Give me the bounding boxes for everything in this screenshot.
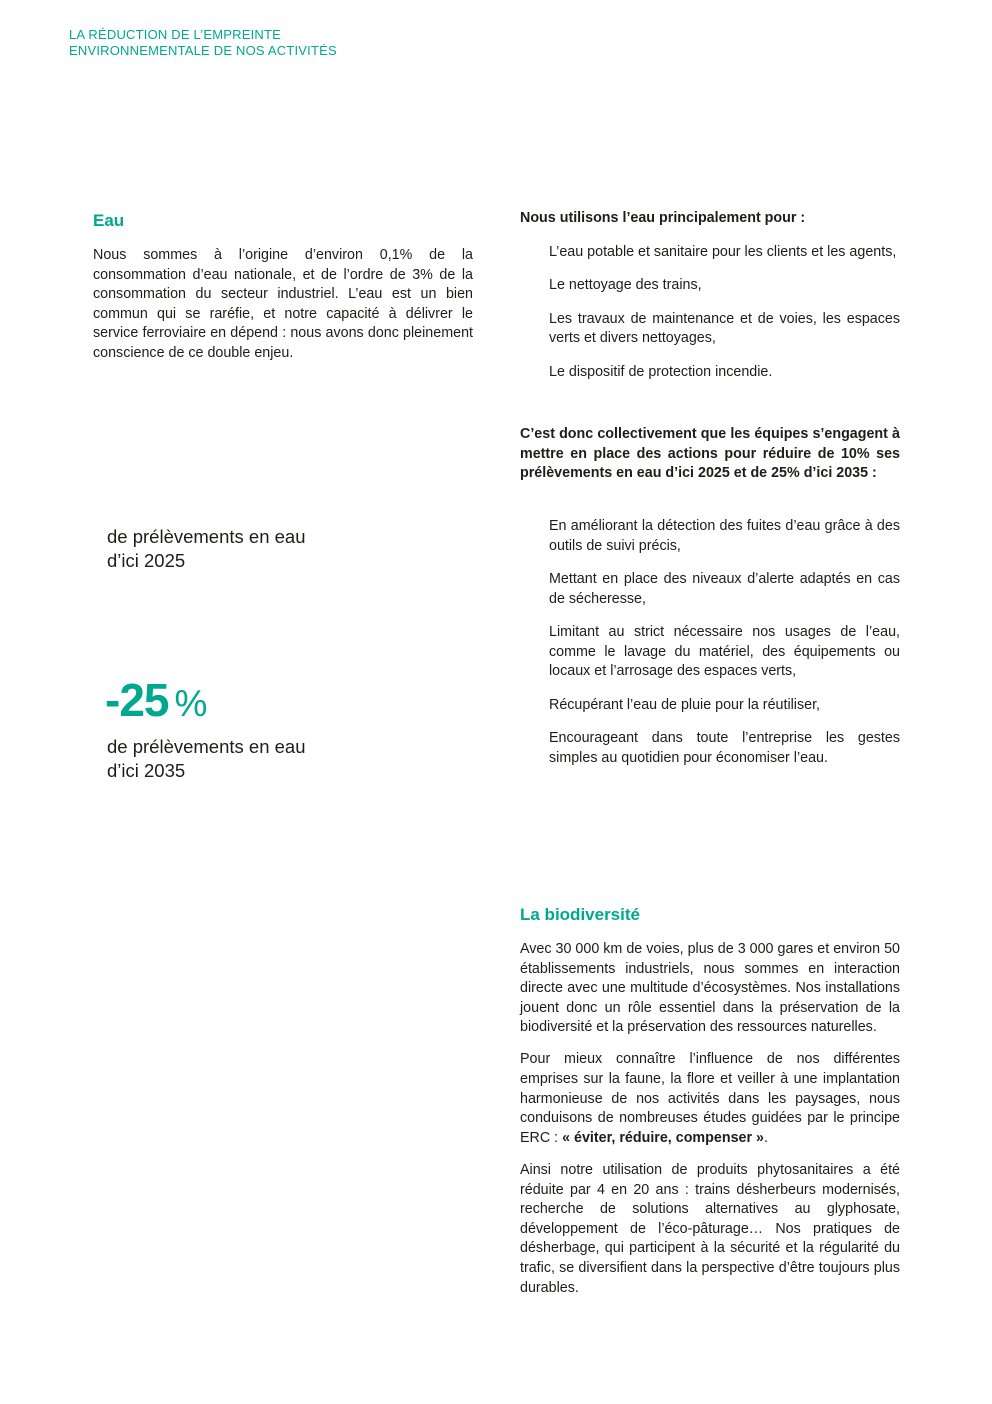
biodiversity-title: La biodiversité xyxy=(520,905,640,924)
list-item: Le nettoyage des trains, xyxy=(549,277,702,294)
list-item: Récupérant l’eau de pluie pour la réutiliser, xyxy=(549,696,821,713)
stat-2035-value xyxy=(105,673,207,727)
biodiversity-paragraph-2 xyxy=(520,1050,900,1148)
section-header-line-1: LA RÉDUCTION DE L’EMPREINTE xyxy=(69,27,281,42)
stat-2025-label-line-1: de prélèvements en eau xyxy=(107,526,306,547)
water-actions-list xyxy=(549,517,900,782)
list-item: Limitant au strict nécessaire nos usages de l’eau, comme le lavage du matériel, des équipements ou locaux et l’arrosage des espaces verts, xyxy=(549,623,900,680)
list-item: Mettant en place des niveaux d’alerte adaptés en cas de sécheresse, xyxy=(549,570,900,607)
water-paragraph: Nous sommes à l’origine d’environ 0,1% de la consommation d’eau nationale, et de l’ordre de 3% de la consommation du secteur industriel. L’eau est un bien commun qui se raréfie, et notre capacité à délivrer le service ferroviaire en dépend : nous avons donc pleinement conscience de ce double enjeu. xyxy=(93,247,473,361)
biodiversity-body xyxy=(520,940,900,1298)
water-uses-intro: Nous utilisons l’eau principalement pour : xyxy=(520,210,806,226)
list-item: En améliorant la détection des fuites d’eau grâce à des outils de suivi précis, xyxy=(549,518,900,554)
stat-2035-number: -25 xyxy=(105,674,169,726)
stat-2025-label-line-2: d’ici 2025 xyxy=(107,549,186,571)
biodiversity-paragraph-3: Ainsi notre utilisation de produits phytosanitaires a été réduite par 4 en 20 ans : trains désherbeurs modernisés, recherche de solutions alternatives au glyphosate, développement de l’éco-pâturage… Nos pratiques de désherbage, qui participent à la sécurité et la régularité du trafic, se diversifient dans la perspective d’être toujours plus durables. xyxy=(520,1161,900,1296)
list-item: L’eau potable et sanitaire pour les clients et les agents, xyxy=(549,244,897,260)
list-item: Encourageant dans toute l’entreprise les gestes simples au quotidien pour économiser l’eau. xyxy=(549,729,900,766)
biodiversity-paragraph-2-end: . xyxy=(763,1129,768,1146)
stat-2035-label-line-1: de prélèvements en eau xyxy=(107,736,306,757)
erc-principle: « éviter, réduire, compenser » xyxy=(562,1129,764,1146)
section-header xyxy=(69,27,337,59)
section-header-line-2: ENVIRONNEMENTALE DE NOS ACTIVITÉS xyxy=(69,43,337,58)
biodiversity-paragraph-1: Avec 30 000 km de voies, plus de 3 000 gares et environ 50 établissements industriels, nous sommes en interaction directe avec une multitude d’écosystèmes. Nos installations jouent donc un rôle essentiel dans la préservation de la biodiversité et la préservation des ressources naturelles. xyxy=(520,941,900,1036)
water-uses-list xyxy=(549,243,900,396)
water-title: Eau xyxy=(93,211,125,230)
stat-2035-unit: % xyxy=(174,683,208,724)
stat-2035-label xyxy=(107,735,306,782)
stat-2025-label xyxy=(107,525,306,572)
biodiversity-paragraph-2-text: Pour mieux connaître l’influence de nos différentes emprises sur la faune, la flore et veiller à une implantation harmonieuse de nos activités dans les paysages, nous conduisons de nombreuses études guidées par le principe ERC : xyxy=(520,1051,900,1146)
list-item: Les travaux de maintenance et de voies, les espaces verts et divers nettoyages, xyxy=(549,310,900,347)
list-item: Le dispositif de protection incendie. xyxy=(549,363,773,380)
water-commitment: C’est donc collectivement que les équipes s’engagent à mettre en place des actions pour réduire de 10% ses prélèvements en eau d’ici 2025 et de 25% d’ici 2035 : xyxy=(520,426,900,482)
stat-2035-label-line-2: d’ici 2035 xyxy=(107,759,186,781)
